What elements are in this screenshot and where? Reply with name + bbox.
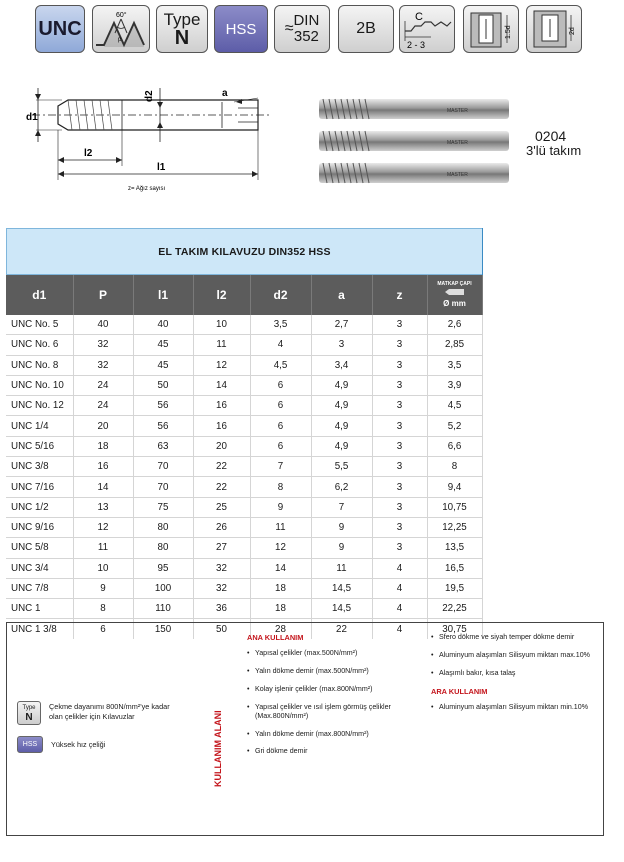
value-cell: 70	[133, 477, 193, 497]
chamfer-label: C	[415, 11, 423, 23]
value-cell: 110	[133, 599, 193, 619]
value-cell: 12	[73, 517, 133, 537]
usage-item-text: Yapısal çelikler ve ısıl işlem görmüş çelikler (Max.800N/mm²)	[255, 702, 391, 720]
type-badge	[156, 5, 208, 53]
size-cell: UNC 3/8	[6, 457, 73, 477]
value-cell: 4	[372, 558, 427, 578]
value-cell: 36	[193, 599, 250, 619]
d1-label: d1	[26, 112, 38, 123]
svg-text:p: p	[118, 37, 122, 43]
value-cell: 13,5	[427, 538, 482, 558]
value-cell: 32	[73, 335, 133, 355]
value-cell: 4,9	[311, 436, 372, 456]
usage-vertical-title	[207, 683, 227, 793]
value-cell: 70	[133, 457, 193, 477]
size-cell: UNC 7/16	[6, 477, 73, 497]
value-cell: 3	[372, 457, 427, 477]
spec-table-container	[6, 228, 483, 639]
usage-column-1	[247, 633, 417, 765]
value-cell: 32	[193, 558, 250, 578]
table-row	[6, 578, 482, 598]
thread-profile-icon	[94, 7, 148, 51]
value-cell: 20	[73, 416, 133, 436]
table-title: EL TAKIM KILAVUZU DIN352 HSS	[6, 228, 482, 275]
table-body	[6, 315, 482, 639]
value-cell: 3	[372, 335, 427, 355]
value-cell: 9	[311, 538, 372, 558]
value-cell: 80	[133, 538, 193, 558]
value-cell: 7	[250, 457, 311, 477]
depth-badge-2	[526, 5, 582, 53]
bullet-icon: •	[247, 667, 250, 676]
usage-list-item	[431, 669, 601, 678]
hss-badge	[214, 5, 268, 53]
value-cell: 14,5	[311, 599, 372, 619]
bullet-icon: •	[431, 633, 434, 641]
value-cell: 13	[73, 497, 133, 517]
usage-list-item	[247, 667, 417, 676]
value-cell: 16	[193, 416, 250, 436]
value-cell: 3,4	[311, 355, 372, 375]
value-cell: 8	[73, 599, 133, 619]
size-cell: UNC 1	[6, 599, 73, 619]
value-cell: 95	[133, 558, 193, 578]
mini-type-value: N	[25, 712, 33, 723]
value-cell: 80	[133, 517, 193, 537]
table-row	[6, 335, 482, 355]
depth-1-label: 1.5d	[505, 25, 512, 39]
tap-1	[319, 99, 509, 119]
tolerance-label: 2B	[356, 20, 376, 37]
table-row	[6, 477, 482, 497]
header-p: P	[73, 275, 133, 315]
value-cell: 18	[250, 599, 311, 619]
din-label: DIN	[293, 12, 320, 30]
value-cell: 12,25	[427, 517, 482, 537]
table-row	[6, 599, 482, 619]
hss-label: HSS	[225, 20, 257, 38]
value-cell: 11	[193, 335, 250, 355]
size-cell: UNC No. 6	[6, 335, 73, 355]
value-cell: 11	[250, 517, 311, 537]
value-cell: 32	[193, 578, 250, 598]
value-cell: 18	[250, 578, 311, 598]
type-value: N	[174, 26, 190, 49]
table-row	[6, 497, 482, 517]
value-cell: 14,5	[311, 578, 372, 598]
size-cell: UNC 3/4	[6, 558, 73, 578]
value-cell: 14	[193, 375, 250, 395]
value-cell: 3	[372, 396, 427, 416]
value-cell: 14	[73, 477, 133, 497]
table-header-row	[6, 275, 482, 315]
value-cell: 50	[193, 619, 250, 639]
value-cell: 12	[193, 355, 250, 375]
value-cell: 3	[372, 355, 427, 375]
value-cell: 4,9	[311, 396, 372, 416]
bullet-icon: •	[247, 747, 250, 756]
value-cell: 8	[427, 457, 482, 477]
drawing-caption: z= Ağız sayısı	[128, 186, 166, 192]
bullet-icon: •	[431, 668, 434, 677]
usage-item-text: Alaşımlı bakır, kısa talaş	[439, 668, 516, 677]
header-l1: l1	[133, 275, 193, 315]
drill-header-top: MATKAP ÇAPI	[437, 281, 472, 288]
value-cell: 16,5	[427, 558, 482, 578]
drill-header-bottom: Ø mm	[443, 299, 466, 309]
value-cell: 63	[133, 436, 193, 456]
value-cell: 4	[372, 599, 427, 619]
value-cell: 3	[372, 315, 427, 335]
value-cell: 9	[73, 578, 133, 598]
table-row	[6, 355, 482, 375]
usage-title-text: KULLANIM ALANI	[213, 710, 223, 787]
unc-badge	[35, 5, 85, 53]
value-cell: 12	[250, 538, 311, 558]
header-a: a	[311, 275, 372, 315]
value-cell: 22	[193, 477, 250, 497]
usage-item-text: Aluminyum alaşımları Silisyum miktarı min.10%	[439, 702, 589, 711]
header-l2: l2	[193, 275, 250, 315]
size-cell: UNC 7/8	[6, 578, 73, 598]
usage-item-text: Yapısal çelikler (max.500N/mm²)	[255, 649, 358, 658]
l2-label: l2	[84, 148, 93, 159]
header-drill	[427, 275, 482, 315]
value-cell: 7	[311, 497, 372, 517]
header-d2: d2	[250, 275, 311, 315]
value-cell: 27	[193, 538, 250, 558]
legend-hss-text: Yüksek hız çeliği	[51, 740, 106, 749]
usage-list-item	[247, 685, 417, 694]
table-row	[6, 396, 482, 416]
value-cell: 11	[73, 538, 133, 558]
usage-item-text: Yalın dökme demir (max.500N/mm²)	[255, 667, 369, 676]
brand-mark: MASTER	[447, 108, 468, 114]
value-cell: 56	[133, 396, 193, 416]
value-cell: 100	[133, 578, 193, 598]
value-cell: 26	[193, 517, 250, 537]
brand-mark: MASTER	[447, 172, 468, 178]
value-cell: 9,4	[427, 477, 482, 497]
value-cell: 6,6	[427, 436, 482, 456]
value-cell: 30,75	[427, 619, 482, 639]
usage-list-item	[431, 633, 601, 642]
value-cell: 56	[133, 416, 193, 436]
value-cell: 45	[133, 335, 193, 355]
value-cell: 3,5	[250, 315, 311, 335]
value-cell: 40	[73, 315, 133, 335]
brand-mark: MASTER	[447, 140, 468, 146]
value-cell: 3	[372, 416, 427, 436]
value-cell: 2,7	[311, 315, 372, 335]
table-row	[6, 558, 482, 578]
mini-type-label: Type	[22, 705, 36, 711]
usage-list-item	[247, 730, 417, 739]
value-cell: 3	[372, 497, 427, 517]
value-cell: 6	[250, 396, 311, 416]
tap-2	[319, 131, 509, 151]
value-cell: 4	[372, 619, 427, 639]
main-use-heading: ANA KULLANIM	[247, 633, 304, 642]
value-cell: 6	[250, 436, 311, 456]
a-label: a	[222, 88, 228, 99]
drill-icon	[444, 287, 466, 297]
bullet-icon: •	[431, 702, 434, 711]
size-cell: UNC No. 12	[6, 396, 73, 416]
chamfer-badge	[399, 5, 455, 53]
value-cell: 9	[250, 497, 311, 517]
table-row	[6, 315, 482, 335]
usage-column-2	[431, 633, 601, 721]
value-cell: 3	[372, 517, 427, 537]
table-row	[6, 436, 482, 456]
value-cell: 6	[250, 416, 311, 436]
usage-item-text: Aluminyum alaşımları Silisyum miktarı max.10%	[439, 650, 590, 659]
value-cell: 3	[372, 477, 427, 497]
value-cell: 4,9	[311, 416, 372, 436]
value-cell: 6	[73, 619, 133, 639]
din-badge	[274, 5, 330, 53]
chamfer-value: 2 - 3	[407, 40, 426, 50]
usage-item-text: Sfero dökme ve siyah temper dökme demir	[439, 633, 575, 641]
spec-table	[6, 275, 483, 639]
value-cell: 6	[250, 375, 311, 395]
value-cell: 4	[250, 335, 311, 355]
usage-list-item	[431, 651, 601, 660]
header-z: z	[372, 275, 427, 315]
value-cell: 10	[193, 315, 250, 335]
value-cell: 25	[193, 497, 250, 517]
size-cell: UNC No. 5	[6, 315, 73, 335]
legend-type-text: Çekme dayanımı 800N/mm²'ye kadar olan çelikler için Kılavuzlar	[49, 702, 170, 721]
bullet-icon: •	[247, 684, 250, 693]
value-cell: 5,2	[427, 416, 482, 436]
chamfer-icon	[401, 7, 453, 51]
value-cell: 19,5	[427, 578, 482, 598]
value-cell: 14	[250, 558, 311, 578]
value-cell: 18	[73, 436, 133, 456]
header-d1: d1	[6, 275, 73, 315]
usage-list-item	[431, 703, 601, 712]
value-cell: 3	[372, 538, 427, 558]
table-row	[6, 457, 482, 477]
value-cell: 45	[133, 355, 193, 375]
table-row	[6, 538, 482, 558]
usage-item-text: Gri dökme demir	[255, 747, 308, 756]
value-cell: 75	[133, 497, 193, 517]
value-cell: 40	[133, 315, 193, 335]
usage-item-text: Yalın dökme demir (max.800N/mm²)	[255, 729, 369, 738]
l1-label: l1	[157, 162, 166, 173]
blind-hole-icon	[465, 7, 517, 51]
table-row	[6, 517, 482, 537]
value-cell: 3	[372, 436, 427, 456]
secondary-use-heading: ARA KULLANIM	[431, 686, 488, 696]
bullet-icon: •	[431, 650, 434, 659]
value-cell: 10	[73, 558, 133, 578]
value-cell: 9	[311, 517, 372, 537]
value-cell: 16	[73, 457, 133, 477]
tap-technical-drawing	[22, 84, 282, 194]
value-cell: 22	[193, 457, 250, 477]
d2-label: d2	[144, 90, 155, 102]
size-cell: UNC 1/4	[6, 416, 73, 436]
value-cell: 16	[193, 396, 250, 416]
size-cell: UNC No. 10	[6, 375, 73, 395]
size-cell: UNC 1 3/8	[6, 619, 73, 639]
mini-hss-badge: HSS	[17, 736, 43, 753]
value-cell: 10,75	[427, 497, 482, 517]
value-cell: 11	[311, 558, 372, 578]
din-number: 352	[293, 28, 319, 45]
value-cell: 4,9	[311, 375, 372, 395]
depth-badge-1	[463, 5, 519, 53]
size-cell: UNC No. 8	[6, 355, 73, 375]
value-cell: 32	[73, 355, 133, 375]
thread-angle-badge	[92, 5, 150, 53]
usage-item-text: Kolay işlenir çelikler (max.800N/mm²)	[255, 684, 373, 693]
usage-list-item	[247, 747, 417, 756]
value-cell: 24	[73, 396, 133, 416]
type-label: Type	[163, 9, 201, 29]
value-cell: 28	[250, 619, 311, 639]
value-cell: 5,5	[311, 457, 372, 477]
tap-3	[319, 163, 509, 183]
size-cell: UNC 5/16	[6, 436, 73, 456]
usage-list-item	[247, 649, 417, 658]
table-row	[6, 416, 482, 436]
value-cell: 8	[250, 477, 311, 497]
table-row	[6, 375, 482, 395]
usage-list-item	[247, 703, 417, 721]
value-cell: 6,2	[311, 477, 372, 497]
size-cell: UNC 5/8	[6, 538, 73, 558]
info-box	[6, 622, 604, 836]
value-cell: 22,25	[427, 599, 482, 619]
value-cell: 4	[372, 578, 427, 598]
angle-label: 60°	[116, 12, 127, 19]
value-cell: 3	[372, 375, 427, 395]
value-cell: 3,5	[427, 355, 482, 375]
bullet-icon: •	[247, 729, 250, 738]
tolerance-badge	[338, 5, 394, 53]
value-cell: 150	[133, 619, 193, 639]
through-hole-icon	[528, 7, 580, 51]
value-cell: 4,5	[250, 355, 311, 375]
unc-label: UNC	[38, 17, 82, 40]
value-cell: 2,85	[427, 335, 482, 355]
value-cell: 24	[73, 375, 133, 395]
size-cell: UNC 9/16	[6, 517, 73, 537]
size-cell: UNC 1/2	[6, 497, 73, 517]
value-cell: 22	[311, 619, 372, 639]
bullet-icon: •	[247, 649, 250, 658]
product-set-text: 3'lü takım	[526, 143, 582, 158]
value-cell: 20	[193, 436, 250, 456]
mini-type-badge	[17, 701, 41, 725]
value-cell: 3,9	[427, 375, 482, 395]
value-cell: 3	[311, 335, 372, 355]
bullet-icon: •	[247, 702, 250, 711]
approx-symbol: ≈	[284, 20, 294, 37]
value-cell: 4,5	[427, 396, 482, 416]
product-code: 0204	[535, 128, 567, 144]
tap-set-photo	[315, 93, 515, 190]
value-cell: 2,6	[427, 315, 482, 335]
value-cell: 50	[133, 375, 193, 395]
depth-2-label: 2d	[569, 27, 576, 35]
